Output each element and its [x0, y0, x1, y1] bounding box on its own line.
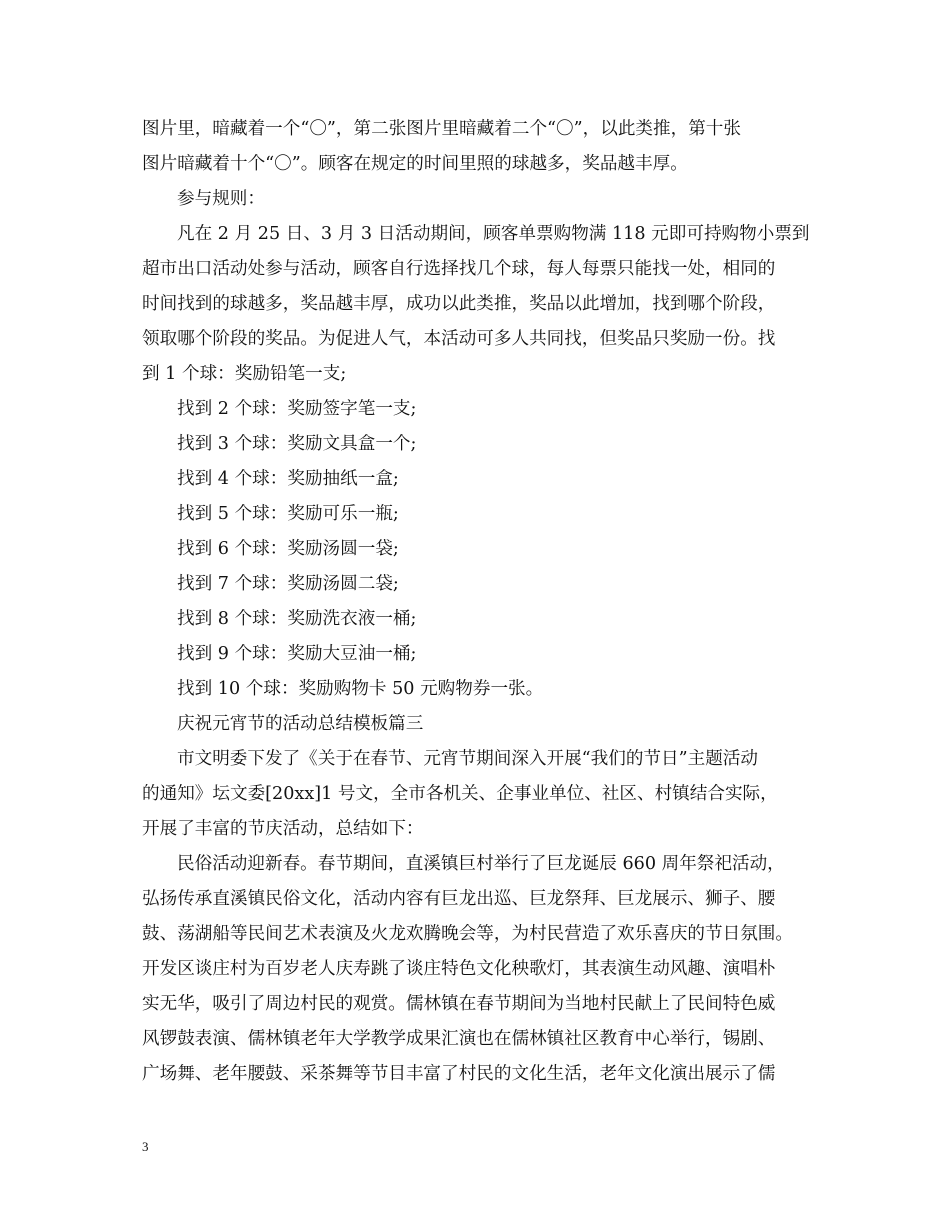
page-number: 3 — [142, 1139, 149, 1154]
text-line: 的通知》坛文委[20xx]1 号文，全市各机关、企事业单位、社区、村镇结合实际， — [142, 784, 778, 804]
text-line: 领取哪个阶段的奖品。为促进人气，本活动可多人共同找，但奖品只奖励一份。找 — [142, 329, 776, 349]
text-line: 鼓、荡湖船等民间艺术表演及火龙欢腾晚会等，为村民营造了欢乐喜庆的节日氛围。 — [142, 924, 793, 944]
text-line: 超市出口活动处参与活动，顾客自行选择找几个球，每人每票只能找一处，相同的 — [142, 259, 776, 279]
text-line: 参与规则： — [177, 189, 265, 209]
text-line: 找到 7 个球：奖励汤圆二袋; — [177, 574, 399, 594]
text-line: 找到 5 个球：奖励可乐一瓶; — [177, 504, 399, 524]
text-line: 广场舞、老年腰鼓、采茶舞等节目丰富了村民的文化生活，老年文化演出展示了儒 — [142, 1064, 776, 1084]
text-line: 找到 10 个球：奖励购物卡 50 元购物券一张。 — [177, 679, 544, 699]
text-line: 凡在 2 月 25 日、3 月 3 日活动期间，顾客单票购物满 118 元即可持购物小票到 — [177, 224, 810, 244]
text-line: 风锣鼓表演、儒林镇老年大学教学成果汇演也在儒林镇社区教育中心举行，锡剧、 — [142, 1029, 776, 1049]
text-line: 找到 4 个球：奖励抽纸一盒; — [177, 469, 399, 489]
text-line: 时间找到的球越多，奖品越丰厚，成功以此类推，奖品以此增加，找到哪个阶段， — [142, 294, 776, 314]
text-line: 到 1 个球：奖励铅笔一支; — [142, 364, 347, 384]
text-line: 民俗活动迎新春。春节期间，直溪镇巨村举行了巨龙诞辰 660 周年祭祀活动， — [177, 854, 785, 874]
text-line: 图片暗藏着十个“〇”。顾客在规定的时间里照的球越多，奖品越丰厚。 — [142, 154, 688, 174]
document-body — [142, 112, 824, 1092]
text-line: 找到 8 个球：奖励洗衣液一桶; — [177, 609, 417, 629]
text-line: 找到 6 个球：奖励汤圆一袋; — [177, 539, 399, 559]
text-line: 开发区谈庄村为百岁老人庆寿跳了谈庄特色文化秧歌灯，其表演生动风趣、演唱朴 — [142, 959, 776, 979]
text-line: 图片里，暗藏着一个“〇”，第二张图片里暗藏着二个“〇”，以此类推，第十张 — [142, 119, 741, 139]
text-line: 实无华，吸引了周边村民的观赏。儒林镇在春节期间为当地村民献上了民间特色威 — [142, 994, 776, 1014]
text-line: 市文明委下发了《关于在春节、元宵节期间深入开展“我们的节日”主题活动 — [177, 749, 758, 769]
text-line: 弘扬传承直溪镇民俗文化，活动内容有巨龙出巡、巨龙祭拜、巨龙展示、狮子、腰 — [142, 889, 776, 909]
text-line: 开展了丰富的节庆活动，总结如下： — [142, 819, 424, 839]
text-line: 找到 2 个球：奖励签字笔一支; — [177, 399, 417, 419]
text-line: 找到 9 个球：奖励大豆油一桶; — [177, 644, 417, 664]
section-heading: 庆祝元宵节的活动总结模板篇三 — [177, 714, 424, 734]
text-line: 找到 3 个球：奖励文具盒一个; — [177, 434, 417, 454]
